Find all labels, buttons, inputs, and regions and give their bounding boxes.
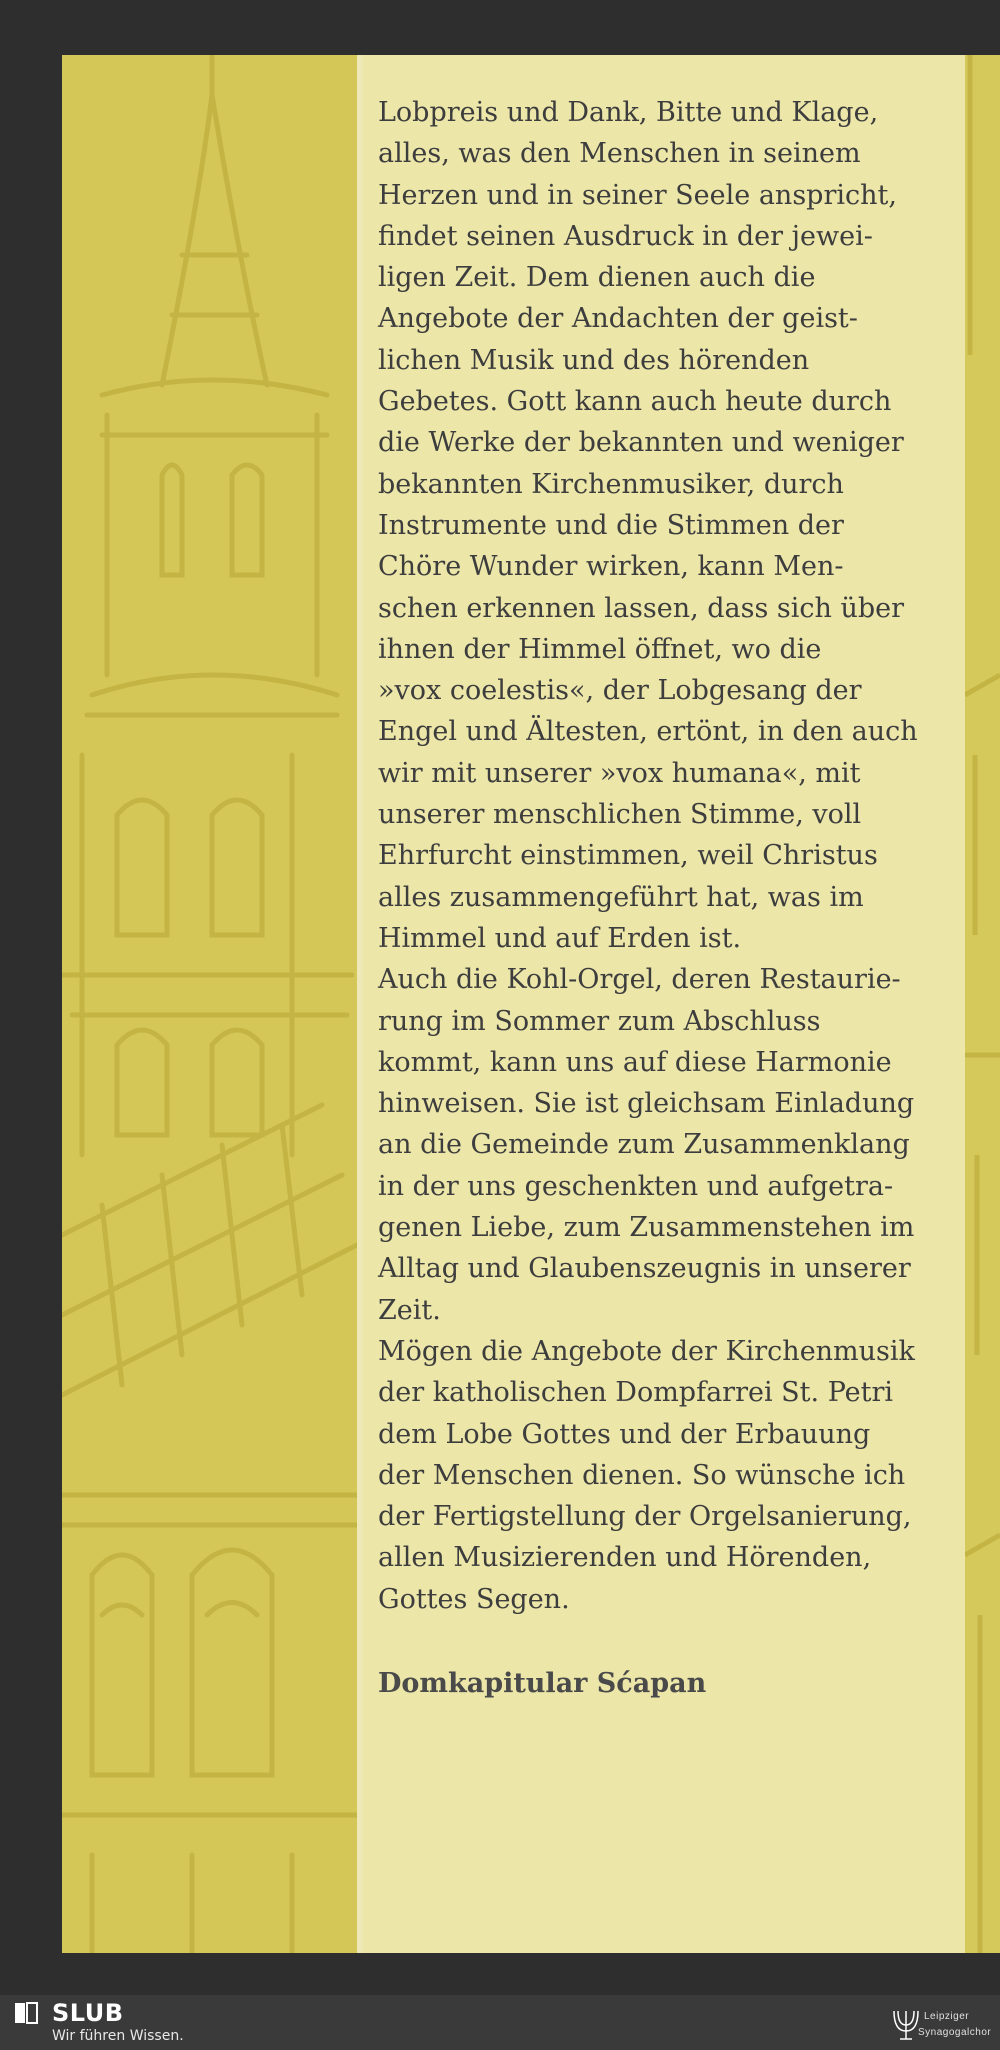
text-line: wir mit unserer »vox humana«, mit <box>378 757 861 789</box>
text-line: rung im Sommer zum Abschluss <box>378 1005 821 1037</box>
text-line: alles, was den Menschen in seinem <box>378 138 861 170</box>
text-line: ihnen der Himmel öffnet, wo die <box>378 633 822 665</box>
text-line: die Werke der bekannten und weniger <box>378 427 904 459</box>
text-line: Chöre Wunder wirken, kann Men- <box>378 551 844 583</box>
text-line: hinweisen. Sie ist gleichsam Einladung <box>378 1088 915 1120</box>
text-line: allen Musizierenden und Hörenden, <box>378 1542 872 1574</box>
menorah-icon <box>892 2003 920 2043</box>
text-line: in der uns geschenkten und aufgetra- <box>378 1170 894 1202</box>
text-line: findet seinen Ausdruck in der jewei- <box>378 220 873 252</box>
text-line: lichen Musik und des hörenden <box>378 344 810 376</box>
text-line: Auch die Kohl-Orgel, deren Restaurie- <box>378 964 901 996</box>
text-line: kommt, kann uns auf diese Harmonie <box>378 1046 892 1078</box>
partner-name-line1: Leipziger <box>924 2011 970 2022</box>
church-tower-illustration <box>62 55 357 1953</box>
text-line: Lobpreis und Dank, Bitte und Klage, <box>378 97 879 128</box>
book-icon <box>14 2001 40 2025</box>
text-line: der katholischen Dompfarrei St. Petri <box>378 1377 894 1409</box>
text-line: an die Gemeinde zum Zusammenklang <box>378 1129 910 1161</box>
text-line: Himmel und auf Erden ist. <box>378 922 742 954</box>
text-line: der Fertigstellung der Orgelsanierung, <box>378 1501 912 1533</box>
text-line: bekannten Kirchenmusiker, durch <box>378 468 844 500</box>
text-line: genen Liebe, zum Zusammenstehen im <box>378 1212 915 1244</box>
body-text <box>378 92 963 1620</box>
footer-bar <box>0 1995 1000 2050</box>
text-line: schen erkennen lassen, dass sich über <box>378 592 905 624</box>
text-line: Gebetes. Gott kann auch heute durch <box>378 386 892 418</box>
text-line: Angebote der Andachten der geist- <box>378 303 858 335</box>
signature: Domkapitular Sćapan <box>378 1668 707 1699</box>
partner-name-line2: Synagogalchor <box>918 2027 992 2038</box>
text-line: dem Lobe Gottes und der Erbauung <box>378 1418 871 1450</box>
text-line: Gottes Segen. <box>378 1583 570 1615</box>
text-line: der Menschen dienen. So wünsche ich <box>378 1459 906 1491</box>
text-line: alles zusammengeführt hat, was im <box>378 881 864 913</box>
text-line: Ehrfurcht einstimmen, weil Christus <box>378 840 878 872</box>
text-line: Mögen die Angebote der Kirchenmusik <box>378 1335 915 1367</box>
slub-name: SLUB <box>52 1999 124 2027</box>
text-line: Engel und Ältesten, ertönt, in den auch <box>378 716 918 748</box>
text-line: Alltag und Glaubenszeugnis in unserer <box>378 1253 911 1285</box>
text-line: Herzen und in seiner Seele anspricht, <box>378 179 897 211</box>
slub-slogan: Wir führen Wissen. <box>52 2028 184 2044</box>
text-line: unserer menschlichen Stimme, voll <box>378 799 862 831</box>
adjacent-page-edge <box>965 55 1000 1953</box>
text-line: ligen Zeit. Dem dienen auch die <box>378 262 816 294</box>
text-line: Instrumente und die Stimmen der <box>378 509 844 541</box>
text-line: »vox coelestis«, der Lobgesang der <box>378 675 862 707</box>
text-line: Zeit. <box>378 1294 441 1326</box>
